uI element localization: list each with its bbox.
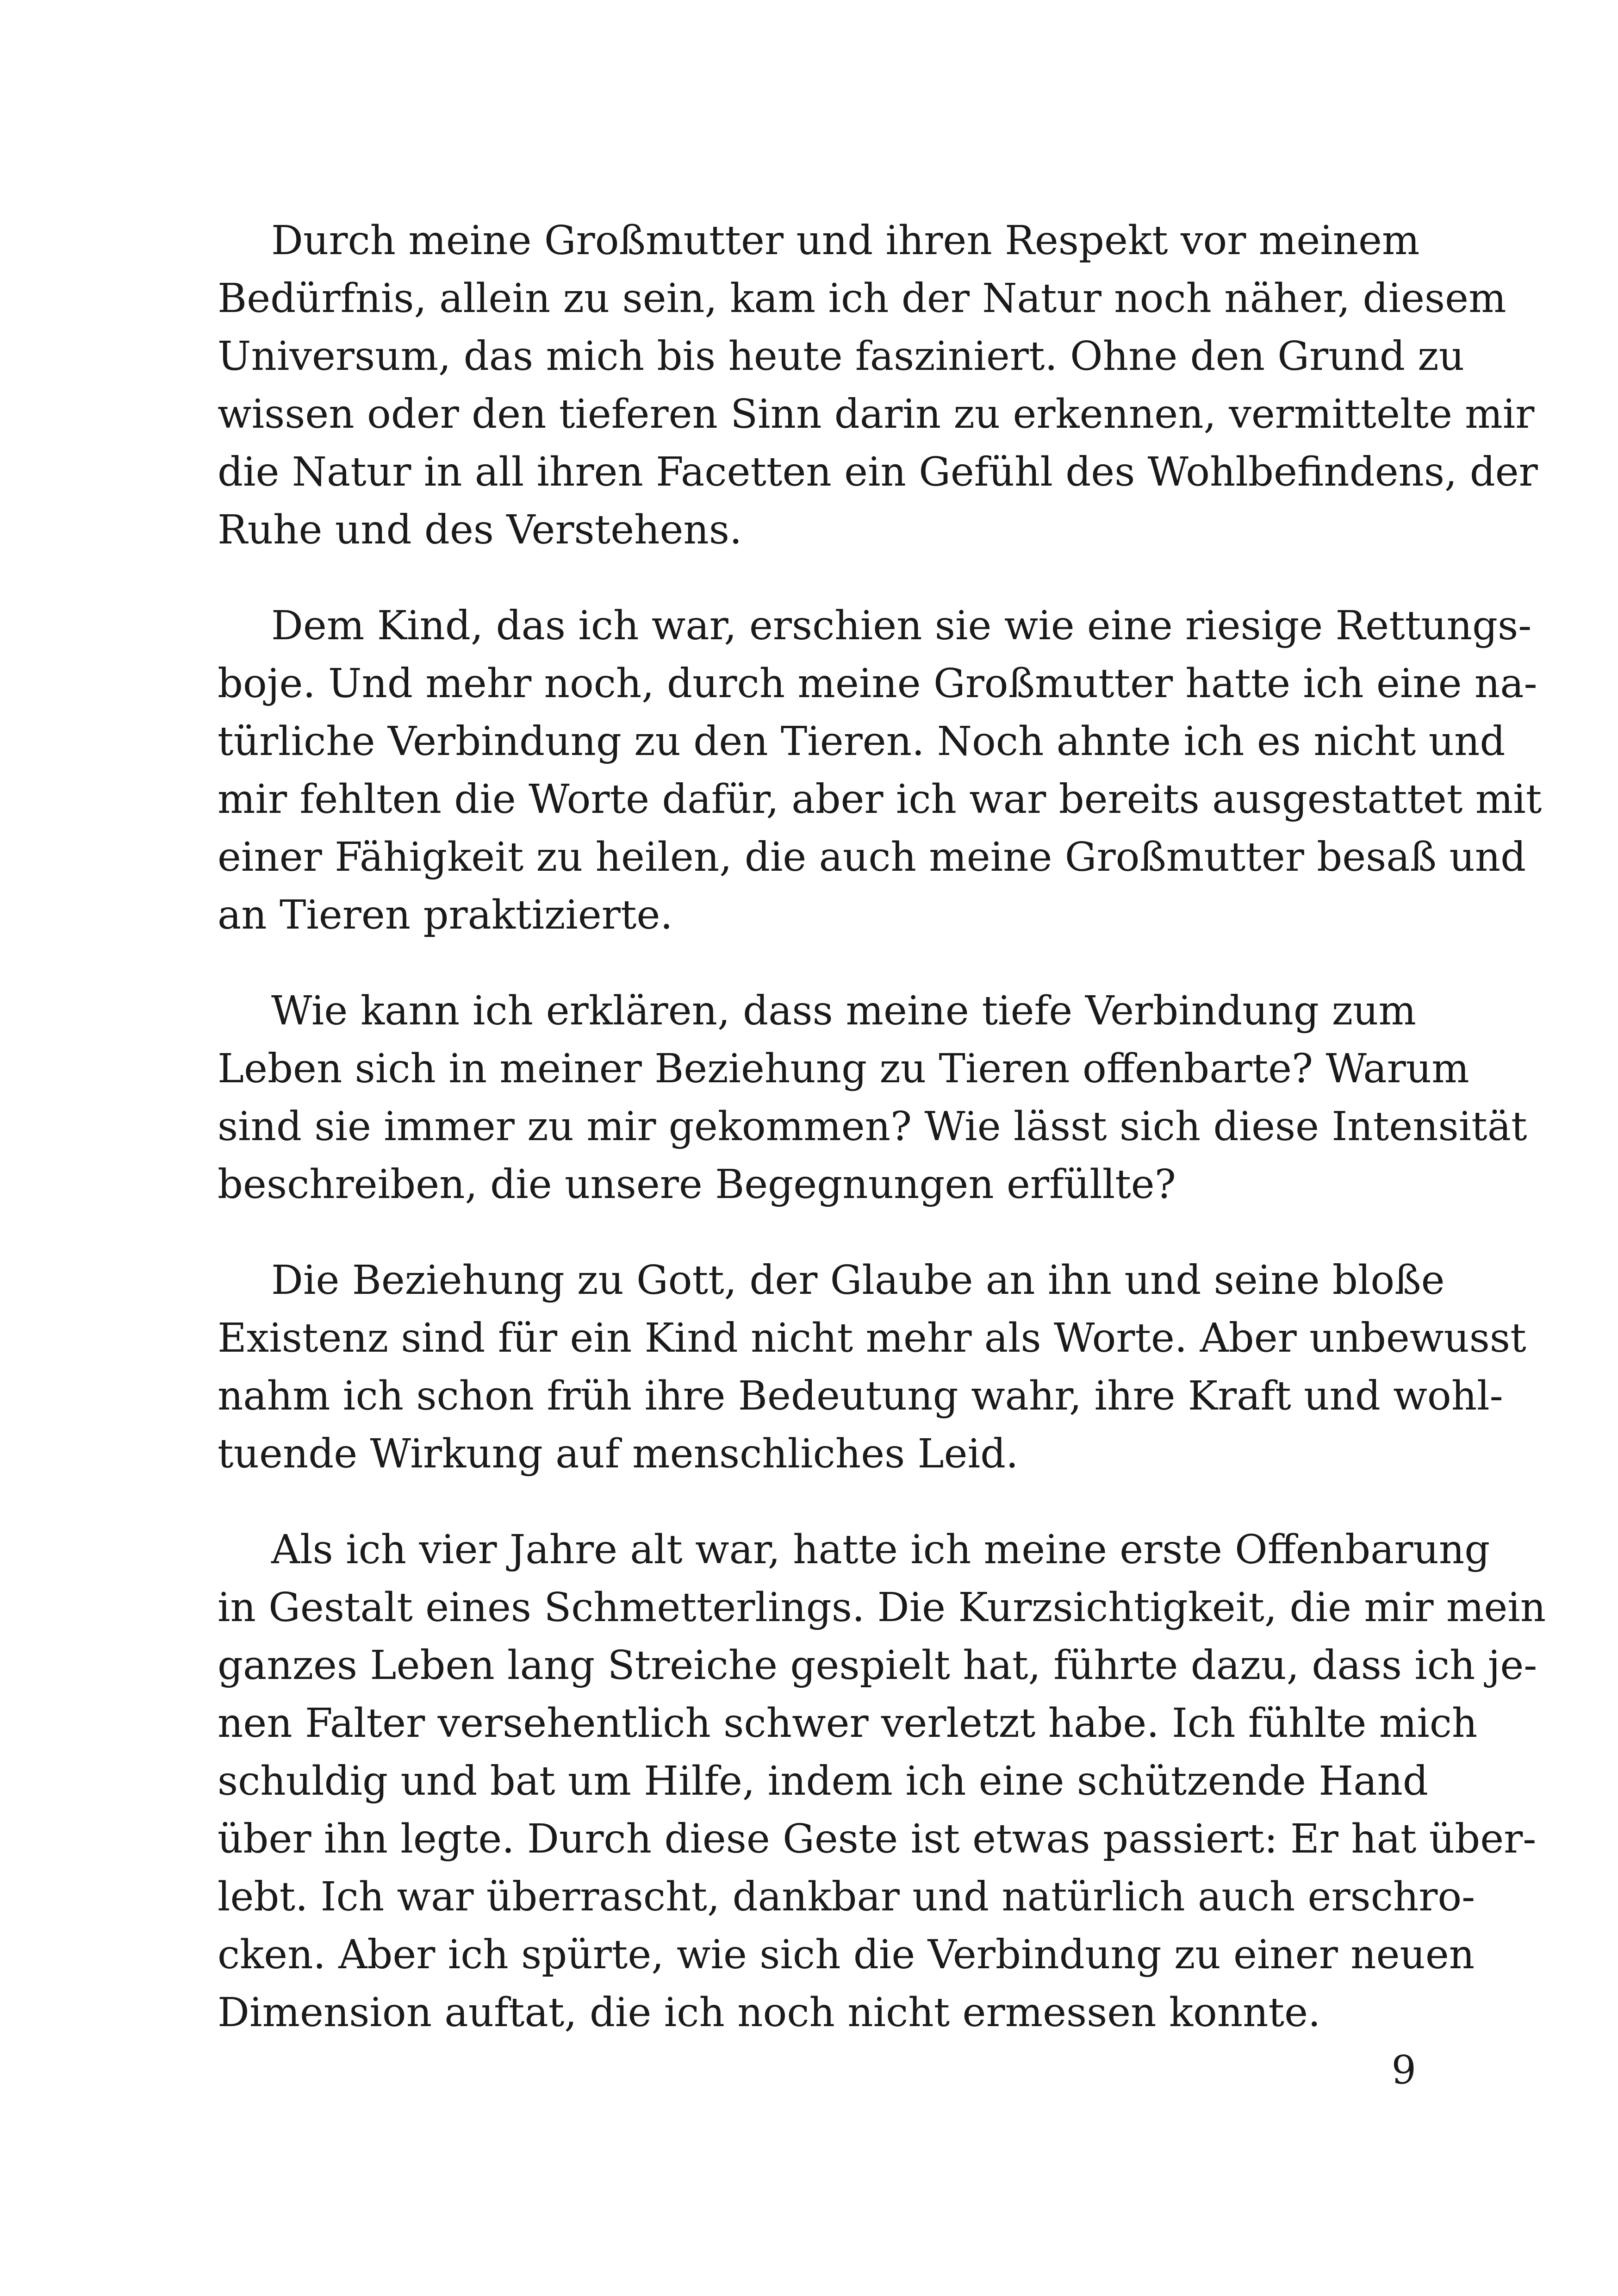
text-line: boje. Und mehr noch, durch meine Großmutter hatte ich eine na- bbox=[218, 661, 1537, 707]
text-line: Dem Kind, das ich war, erschien sie wie eine riesige Rettungs- bbox=[271, 603, 1532, 649]
text-line: Als ich vier Jahre alt war, hatte ich meine erste Offenbarung bbox=[271, 1527, 1490, 1573]
text-line: über ihn legte. Durch diese Geste ist etwas passiert: Er hat über- bbox=[218, 1816, 1537, 1862]
text-line: Wie kann ich erklären, dass meine tiefe Verbindung zum bbox=[271, 988, 1416, 1034]
text-line: ganzes Leben lang Streiche gespielt hat, führte dazu, dass ich je- bbox=[218, 1642, 1537, 1689]
text-line: die Natur in all ihren Facetten ein Gefühl des Wohlbefindens, der bbox=[218, 449, 1538, 495]
paragraph-2 bbox=[218, 597, 1542, 944]
text-line: nen Falter versehentlich schwer verletzt habe. Ich fühlte mich bbox=[218, 1700, 1478, 1747]
text-line: Universum, das mich bis heute fasziniert. Ohne den Grund zu bbox=[218, 333, 1464, 380]
text-line: wissen oder den tieferen Sinn darin zu erkennen, vermittelte mir bbox=[218, 391, 1535, 437]
page-number: 9 bbox=[1391, 2047, 1416, 2093]
text-line: schuldig und bat um Hilfe, indem ich eine schützende Hand bbox=[218, 1758, 1428, 1804]
text-line: Ruhe und des Verstehens. bbox=[218, 507, 742, 553]
text-line: Leben sich in meiner Beziehung zu Tieren offenbarte? Warum bbox=[218, 1046, 1469, 1092]
text-line: Existenz sind für ein Kind nicht mehr als Worte. Aber unbewusst bbox=[218, 1315, 1526, 1361]
text-line: sind sie immer zu mir gekommen? Wie lässt sich diese Intensität bbox=[218, 1104, 1527, 1150]
text-line: cken. Aber ich spürte, wie sich die Verbindung zu einer neuen bbox=[218, 1932, 1475, 1978]
text-line: einer Fähigkeit zu heilen, die auch meine Großmutter besaß und bbox=[218, 834, 1526, 880]
paragraph-4 bbox=[218, 1252, 1526, 1483]
text-line: Dimension auftat, die ich noch nicht ermessen konnte. bbox=[218, 1990, 1321, 2036]
text-line: Bedürfnis, allein zu sein, kam ich der Natur noch näher, diesem bbox=[218, 275, 1506, 322]
text-line: lebt. Ich war überrascht, dankbar und natürlich auch erschro- bbox=[218, 1874, 1475, 1920]
text-line: mir fehlten die Worte dafür, aber ich war bereits ausgestattet mit bbox=[218, 776, 1542, 823]
paragraph-3 bbox=[218, 982, 1527, 1214]
text-line: Die Beziehung zu Gott, der Glaube an ihn und seine bloße bbox=[271, 1257, 1445, 1304]
text-line: Durch meine Großmutter und ihren Respekt vor meinem bbox=[271, 218, 1420, 264]
text-line: in Gestalt eines Schmetterlings. Die Kurzsichtigkeit, die mir mein bbox=[218, 1585, 1546, 1631]
paragraph-5 bbox=[218, 1521, 1546, 2042]
text-line: türliche Verbindung zu den Tieren. Noch ahnte ich es nicht und bbox=[218, 718, 1506, 765]
page-body bbox=[218, 212, 1546, 2080]
paragraph-1 bbox=[218, 212, 1538, 559]
text-line: nahm ich schon früh ihre Bedeutung wahr, ihre Kraft und wohl- bbox=[218, 1373, 1503, 1419]
text-line: beschreiben, die unsere Begegnungen erfüllte? bbox=[218, 1161, 1176, 1208]
text-line: an Tieren praktizierte. bbox=[218, 892, 673, 938]
text-line: tuende Wirkung auf menschliches Leid. bbox=[218, 1431, 1019, 1477]
